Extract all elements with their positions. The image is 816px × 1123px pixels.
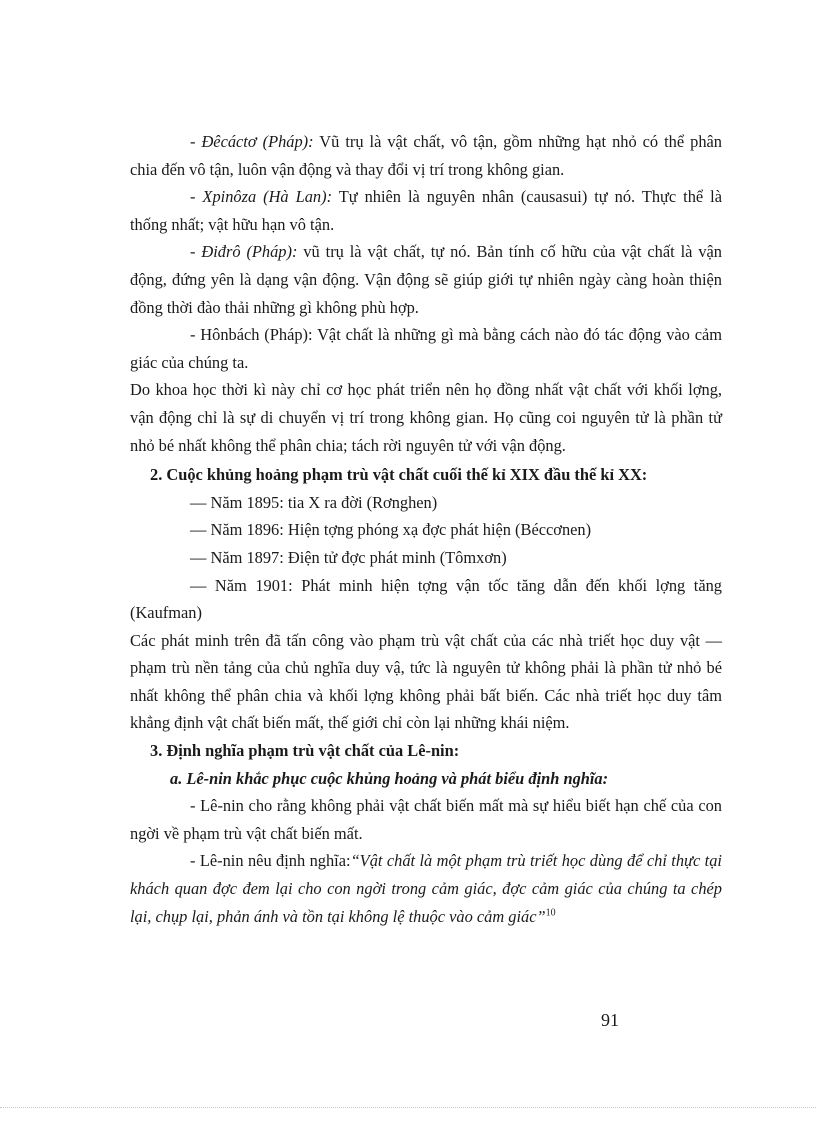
- philosopher-name: - Điđrô (Pháp):: [190, 242, 298, 262]
- paragraph-text: Vũ trụ là vật chất, vô tận, gồm những hạt nhỏ có thể phân chia đến vô tận, luôn vận động và thay đổi vị trí trong không gian.: [130, 132, 723, 179]
- paragraph-diderot: [130, 238, 722, 321]
- timeline-item: — Năm 1895: tia X ra đời (Rơnghen): [190, 492, 438, 512]
- definition-quote: “Vật chất là một phạm trù triết học dùng để chỉ thực tại khách quan đợc đem lại cho con ngời trong cảm giác, đợc cảm giác của chúng ta chép lại, chụp lại, phản ánh và tồn tại không lệ thuộc vào cảm giác”: [130, 851, 722, 926]
- section-3-heading: 3. Định nghĩa phạm trù vật chất của Lê-nin:: [150, 741, 460, 761]
- paragraph-text: vũ trụ là vật chất, tự nó. Bản tính cố hữu của vật chất là vận động, đứng yên là dạng vận động. Vận động sẽ giúp giới tự nhiên ngày càng hoàn thiện đồng thời đào thải những gì không phù hợp.: [130, 242, 722, 317]
- philosopher-name: - Đêcáctơ (Pháp):: [190, 132, 314, 151]
- section-3-subheading: a. Lê-nin khắc phục cuộc khủng hoảng và phát biểu định nghĩa:: [170, 768, 609, 788]
- philosopher-name: - Xpinôza (Hà Lan):: [190, 187, 333, 207]
- paragraph-text: Do khoa học thời kì này chỉ cơ học phát triển nên họ đồng nhất vật chất với khối lợng, vận động chỉ là sự di chuyển vị trí trong không gian. Họ cũng coi nguyên tử là phần tử nhỏ bé nhất không thể phân chia; tách rời nguyên tử với vận động.: [130, 380, 722, 455]
- timeline-item: — Năm 1896: Hiện tợng phóng xạ đợc phát hiện (Béccơnen): [190, 520, 592, 540]
- timeline-item: — Năm 1901: Phát minh hiện tợng vận tốc tăng dẫn đến khối lợng tăng (Kaufman): [130, 575, 722, 623]
- section-2-paragraph: Các phát minh trên đã tấn công vào phạm trù vật chất của các nhà triết học duy vật — phạm trù nền tảng của chủ nghĩa duy vậ, tức là nguyên tử không phải là phần tử nhỏ bé nhất không thể phân chia và khối lợng không phải bất biến. Các nhà triết học duy tâm khẳng định vật chất biến mất, thế giới chỉ còn lại những khái niệm.: [130, 630, 722, 733]
- paragraph-summary: [130, 376, 722, 459]
- page-content: [130, 128, 722, 930]
- section-2-heading: 2. Cuộc khủng hoảng phạm trù vật chất cuối thế kỉ XIX đầu thế kỉ XX:: [150, 465, 648, 485]
- footnote-reference: 10: [545, 907, 556, 919]
- paragraph-text: Tự nhiên là nguyên nhân (causasui) tự nó. Thực thể là thống nhất; vật hữu hạn vô tận.: [130, 187, 723, 234]
- paragraph-descartes: [130, 128, 722, 183]
- page-number: 91: [601, 1010, 619, 1030]
- section-3-paragraph-2: [130, 847, 722, 930]
- paragraph-holbach: - Hônbách (Pháp): Vật chất là những gì mà bằng cách nào đó tác động vào cảm giác của chúng ta.: [130, 325, 722, 372]
- timeline-item: — Năm 1897: Điện tử đợc phát minh (Tômxơn): [190, 547, 507, 567]
- definition-lead: - Lê-nin nêu định nghĩa:: [190, 851, 351, 871]
- bottom-divider: [0, 1107, 816, 1108]
- section-3-paragraph-1: - Lê-nin cho rằng không phải vật chất biến mất mà sự hiểu biết hạn chế của con ngời về phạm trù vật chất biến mất.: [130, 796, 722, 843]
- paragraph-spinoza: [130, 183, 722, 238]
